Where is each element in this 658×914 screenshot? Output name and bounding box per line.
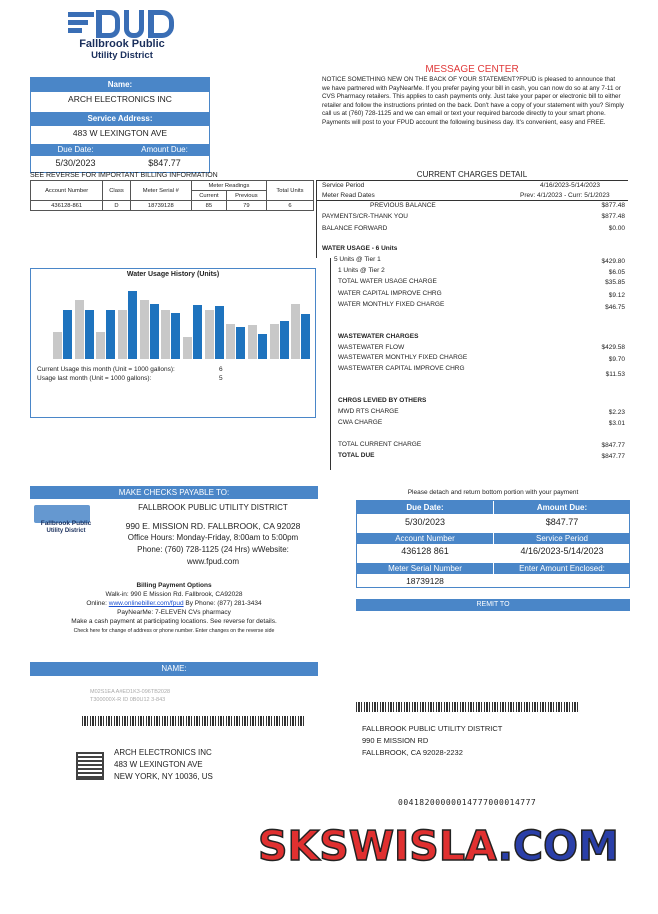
payments-label: PAYMENTS/CR-THANK YOU — [322, 213, 408, 220]
checks-logo — [30, 505, 102, 537]
water-usage-title: WATER USAGE - 6 Units — [322, 245, 398, 252]
th-previous: Previous — [226, 191, 266, 201]
service-period-label: Service Period — [322, 182, 365, 189]
customer-name: ARCH ELECTRONICS INC — [68, 94, 172, 104]
chart-title: Water Usage History (Units) — [126, 271, 220, 278]
total-due-value: $847.77 — [601, 453, 625, 460]
logo-line1: Fallbrook Public — [79, 38, 165, 50]
chart-bar-current-11 — [280, 321, 289, 359]
remit-to-bar: REMIT TO — [356, 599, 630, 611]
td-meter: 18739128 — [130, 201, 191, 211]
chart-bar-prior-6 — [161, 310, 170, 359]
checks-address: 990 E. MISSION RD. FALLBROOK, CA 92028 — [125, 521, 301, 531]
remit-meter-value: 18739128 — [406, 576, 444, 586]
service-period-value: 4/16/2023-5/14/2023 — [540, 182, 600, 189]
previous-balance-value: $877.48 — [601, 202, 625, 209]
checks-phone: Phone: (760) 728-1125 (24 Hrs) wWebsite: — [137, 545, 289, 554]
remit-address-line2: 990 E MISSION RD — [362, 736, 429, 745]
chart-bar-prior-3 — [96, 332, 105, 359]
remit-address-line3: FALLBROOK, CA 92028-2232 — [362, 748, 463, 757]
mailing-small-line2: T300000X-R ID 0B0U12 3-843 — [90, 697, 166, 703]
chart-bar-current-12 — [301, 314, 310, 359]
wastewater-title: WASTEWATER CHARGES — [338, 333, 419, 340]
payment-options-title: Billing Payment Options — [136, 582, 212, 589]
change-note[interactable]: Check here for change of address or phone number. Enter changes on the reverse side — [73, 628, 275, 634]
checks-logo-line2: Utility District — [46, 528, 86, 534]
tier2-value: $6.05 — [608, 269, 625, 276]
balance-forward-value: $0.00 — [608, 225, 625, 232]
reverse-note: SEE REVERSE FOR IMPORTANT BILLING INFORMATION — [30, 172, 218, 179]
logo-mark — [68, 10, 174, 40]
mailing-barcode — [82, 716, 304, 726]
chart-bar-current-2 — [85, 310, 94, 359]
detach-note: Please detach and return bottom portion with your payment — [407, 489, 579, 496]
charges-left-rule — [316, 180, 317, 258]
water-monthly-value: $46.75 — [605, 304, 625, 311]
chart-bar-prior-5 — [140, 300, 149, 359]
remit-due-label: Due Date: — [357, 501, 493, 514]
logo-line2: Utility District — [91, 50, 153, 61]
meter-read-label: Meter Read Dates — [322, 192, 375, 199]
scan-line: 00418200000014777000014777 — [398, 798, 537, 807]
due-date-value: 5/30/2023 — [55, 158, 96, 168]
mwd-label: MWD RTS CHARGE — [338, 408, 399, 415]
th-account: Account Number — [31, 181, 103, 201]
chart-bar-current-10 — [258, 334, 267, 359]
td-account: 436128-861 — [31, 201, 103, 211]
ww-monthly-value: $9.70 — [608, 356, 625, 363]
td-previous: 79 — [226, 201, 266, 211]
checks-org: FALLBROOK PUBLIC UTILITY DISTRICT — [138, 503, 288, 512]
th-readings: Meter Readings — [191, 181, 266, 191]
last-usage-label: Usage last month (Unit = 1000 gallons): — [37, 375, 152, 382]
last-usage-value: 5 — [219, 375, 223, 382]
watermark-text — [258, 822, 618, 870]
others-title: CHRGS LEVIED BY OTHERS — [338, 397, 427, 404]
chart-bar-prior-4 — [118, 310, 127, 359]
cwa-label: CWA CHARGE — [338, 419, 383, 426]
chart-bar-current-9 — [236, 327, 245, 359]
remit-period-value: 4/16/2023-5/14/2023 — [520, 546, 604, 556]
customer-box — [30, 77, 210, 173]
charges-sub-rule — [330, 258, 331, 470]
ww-monthly-label: WASTEWATER MONTHLY FIXED CHARGE — [338, 354, 468, 361]
checks-website[interactable]: www.fpud.com — [186, 557, 240, 566]
meter-read-value: Prev: 4/1/2023 - Curr: 5/1/2023 — [520, 192, 610, 199]
remit-box — [356, 500, 630, 588]
mwd-value: $2.23 — [608, 409, 625, 416]
mailing-small-line1: M02S1EA A#ED1K3-096TB2028 — [90, 689, 171, 695]
chart-bar-prior-9 — [226, 324, 235, 359]
online-prefix: Online: — [86, 600, 107, 607]
mailing-line1: ARCH ELECTRONICS INC — [114, 748, 212, 757]
current-usage-value: 6 — [219, 366, 223, 373]
total-current-value: $847.77 — [601, 442, 625, 449]
th-class: Class — [103, 181, 130, 201]
watermark-part-red: SKSWISLA — [258, 822, 498, 870]
ww-capital-value: $11.53 — [605, 371, 625, 378]
th-current: Current — [191, 191, 226, 201]
amount-due-value: $847.77 — [148, 158, 181, 168]
current-usage-label: Current Usage this month (Unit = 1000 gallons): — [37, 366, 175, 373]
ww-flow-value: $429.58 — [601, 344, 625, 351]
chart-bar-current-5 — [150, 304, 159, 359]
chart-bar-prior-1 — [53, 332, 62, 359]
charges-header-rule — [316, 200, 628, 201]
mailing-line3: NEW YORK, NY 10036, US — [114, 772, 213, 781]
remit-meter-label: Meter Serial Number — [357, 563, 493, 574]
total-due-label: TOTAL DUE — [338, 452, 375, 459]
remit-due-value: 5/30/2023 — [404, 517, 446, 527]
tier2-label: 1 Units @ Tier 2 — [338, 267, 385, 274]
watermark-part-blue: .COM — [497, 822, 618, 870]
remit-barcode — [356, 702, 580, 712]
billing-table — [30, 180, 314, 211]
charges-title: CURRENT CHARGES DETAIL — [416, 170, 528, 179]
payment-walkin: Walk-in: 990 E Mission Rd. Fallbrook, CA92028 — [105, 591, 243, 598]
remit-amount-label: Amount Due: — [494, 501, 630, 514]
ww-capital-label: WASTEWATER CAPITAL IMPROVE CHRG — [338, 365, 465, 372]
remit-address-line1: FALLBROOK PUBLIC UTILITY DISTRICT — [362, 724, 503, 733]
water-monthly-label: WATER MONTHLY FIXED CHARGE — [338, 301, 445, 308]
chart-bar-current-3 — [106, 310, 115, 359]
cash-note: Make a cash payment at participating locations. See reverse for details. — [71, 618, 277, 625]
remit-account-label: Account Number — [357, 533, 493, 544]
td-class: D — [103, 201, 130, 211]
chart-bar-prior-11 — [270, 324, 279, 359]
amount-due-label: Amount Due: — [120, 144, 209, 156]
chart-bar-prior-8 — [205, 310, 214, 359]
service-address: 483 W LEXINGTON AVE — [72, 128, 168, 138]
ww-flow-label: WASTEWATER FLOW — [338, 344, 405, 351]
due-date-label: Due Date: — [31, 144, 120, 156]
cwa-value: $3.01 — [608, 420, 625, 427]
payment-online — [30, 600, 318, 607]
message-center-body: NOTICE SOMETHING NEW ON THE BACK OF YOUR STATEMENT?FPUD is pleased to announce that we have partnered with PayNearMe. If you prefer paying your bill in cash, you can now do so at any 7-11 or CVS Pharmacy retailers. This applies to cash payments only. Just take your paper or electronic bill to either retailer and follow the instructions printed on the back. Don't have a copy of your statement with you? Simply call us at (760) 728-1125 and we can email or text your required barcode directly to your smart phone. Payments will post to your FPUD account the following business day. It's convenient, easy and FREE. — [322, 76, 624, 126]
name-label: Name: — [31, 78, 209, 92]
chart-bar-prior-12 — [291, 304, 300, 359]
chart-bar-prior-2 — [75, 300, 84, 359]
chart-bar-current-7 — [193, 305, 202, 359]
mailing-line2: 483 W LEXINGTON AVE — [114, 760, 203, 769]
total-current-label: TOTAL CURRENT CHARGE — [338, 441, 422, 448]
chart-plot — [53, 283, 313, 359]
total-water-value: $35.85 — [605, 279, 625, 286]
remit-enter-amount-label: Enter Amount Enclosed: — [494, 563, 630, 574]
balance-forward-label: BALANCE FORWARD — [322, 225, 388, 232]
th-meter: Meter Serial # — [130, 181, 191, 201]
fpud-logo — [62, 10, 182, 61]
enter-amount-field[interactable] — [494, 574, 630, 588]
watermark — [258, 818, 618, 870]
service-address-label: Service Address: — [31, 112, 209, 126]
tier1-value: $429.80 — [601, 258, 625, 265]
remit-account-value: 436128 861 — [401, 546, 449, 556]
chart-bar-prior-7 — [183, 337, 192, 359]
message-center-title: MESSAGE CENTER — [425, 64, 519, 75]
payments-value: $877.48 — [601, 213, 625, 220]
th-total: Total Units — [266, 181, 313, 201]
qr-code — [78, 754, 102, 778]
online-link[interactable]: www.onlinebiller.com/fpud — [108, 600, 184, 607]
previous-balance-label: PREVIOUS BALANCE — [370, 202, 436, 209]
chart-bar-current-4 — [128, 291, 137, 359]
usage-chart-box — [30, 268, 316, 418]
remit-period-label: Service Period — [494, 533, 630, 544]
total-water-label: TOTAL WATER USAGE CHARGE — [338, 278, 437, 285]
td-total: 6 — [266, 201, 313, 211]
charges-top-rule — [316, 180, 628, 181]
water-capital-label: WATER CAPITAL IMPROVE CHRG — [338, 290, 442, 297]
checks-hours: Office Hours: Monday-Friday, 8:00am to 5:00pm — [127, 533, 299, 542]
chart-bar-current-8 — [215, 306, 224, 359]
tier1-label: 5 Units @ Tier 1 — [334, 256, 381, 263]
chart-bar-current-6 — [171, 313, 180, 359]
chart-bar-current-1 — [63, 310, 72, 359]
water-capital-value: $9.12 — [608, 292, 625, 299]
payment-paynearme: PayNearMe: 7-ELEVEN CVs pharmacy — [117, 609, 231, 616]
chart-bar-prior-10 — [248, 325, 257, 359]
checks-logo-line1: Fallbrook Public — [40, 520, 92, 527]
mailing-name-bar: NAME: — [30, 662, 318, 676]
td-current: 85 — [191, 201, 226, 211]
watermark-svg — [258, 818, 618, 870]
remit-amount-value: $847.77 — [545, 517, 579, 527]
online-suffix: By Phone: (877) 281-3434 — [185, 600, 262, 607]
checks-header: MAKE CHECKS PAYABLE TO: — [30, 486, 318, 499]
